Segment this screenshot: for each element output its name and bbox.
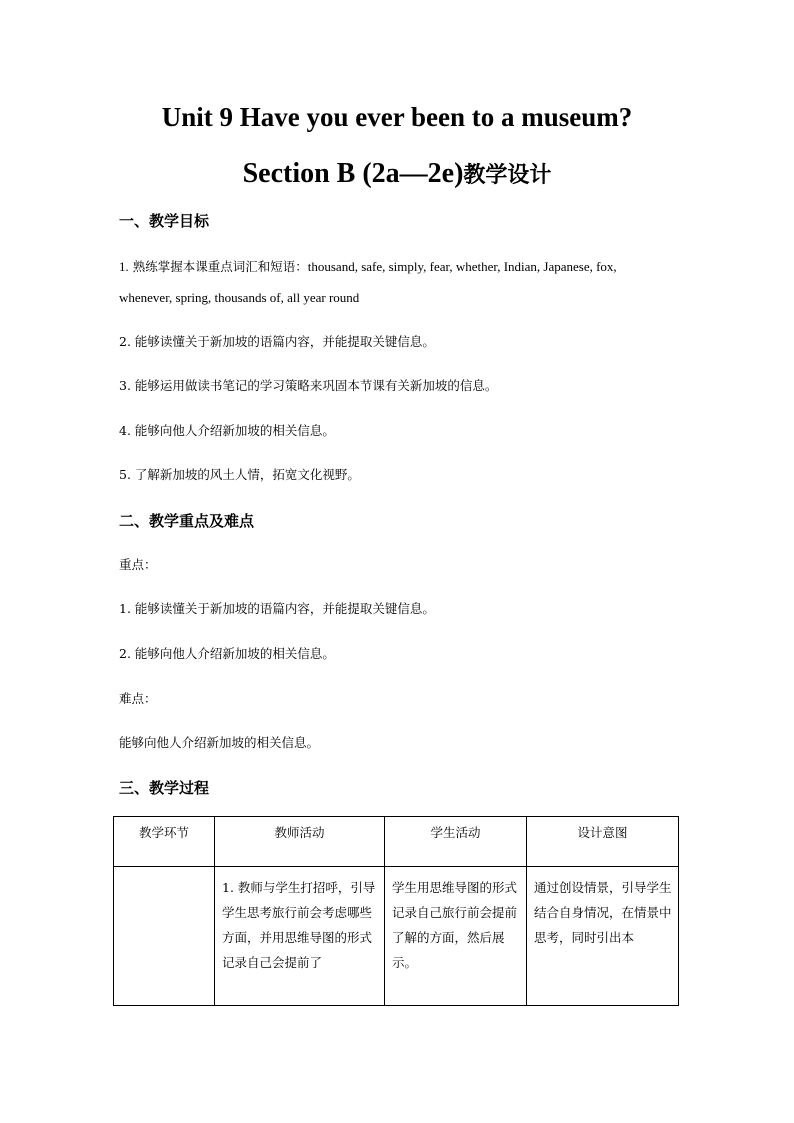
cell-intent: 通过创设情景，引导学生结合自身情况，在情景中思考，同时引出本	[527, 867, 679, 1006]
header-stage: 教学环节	[114, 817, 215, 867]
goal-item-4: 4. 能够向他人介绍新加坡的相关信息。	[119, 423, 335, 438]
goal-item-5: 5. 了解新加坡的风土人情，拓宽文化视野。	[119, 467, 360, 482]
cell-student: 学生用思维导图的形式记录自己旅行前会提前了解的方面，然后展示。	[385, 867, 527, 1006]
goal-item-1: 1. 熟练掌握本课重点词汇和短语：thousand, safe, simply, fear, whether, Indian, Japanese, fox,	[119, 259, 617, 274]
cell-teacher: 1. 教师与学生打招呼，引导学生思考旅行前会考虑哪些方面，并用思维导图的形式记录自己会提前了	[215, 867, 385, 1006]
heading-process: 三、教学过程	[119, 779, 210, 797]
difficulty-item-1: 能够向他人介绍新加坡的相关信息。	[119, 735, 320, 750]
focus-label: 重点：	[119, 557, 157, 572]
heading-key-points: 二、教学重点及难点	[119, 512, 255, 530]
heading-goals: 一、教学目标	[119, 212, 210, 230]
header-intent: 设计意图	[527, 817, 679, 867]
header-student: 学生活动	[385, 817, 527, 867]
focus-item-2: 2. 能够向他人介绍新加坡的相关信息。	[119, 646, 335, 661]
subtitle-en: Section B (2a—2e)	[242, 158, 464, 189]
goal-item-3: 3. 能够运用做读书笔记的学习策略来巩固本节课有关新加坡的信息。	[119, 378, 498, 393]
process-table	[113, 816, 679, 1006]
table-header-row	[114, 817, 679, 867]
table-row	[114, 867, 679, 1006]
focus-item-1: 1. 能够读懂关于新加坡的语篇内容，并能提取关键信息。	[119, 601, 435, 616]
subtitle-cn: 教学设计	[463, 162, 552, 188]
goal-item-2: 2. 能够读懂关于新加坡的语篇内容，并能提取关键信息。	[119, 334, 435, 349]
document-subtitle	[0, 155, 794, 194]
cell-stage	[114, 867, 215, 1006]
header-teacher: 教师活动	[215, 817, 385, 867]
goal-item-1-continued: whenever, spring, thousands of, all year round	[119, 290, 360, 305]
difficulty-label: 难点：	[119, 691, 157, 706]
document-title: Unit 9 Have you ever been to a museum?	[161, 102, 633, 132]
